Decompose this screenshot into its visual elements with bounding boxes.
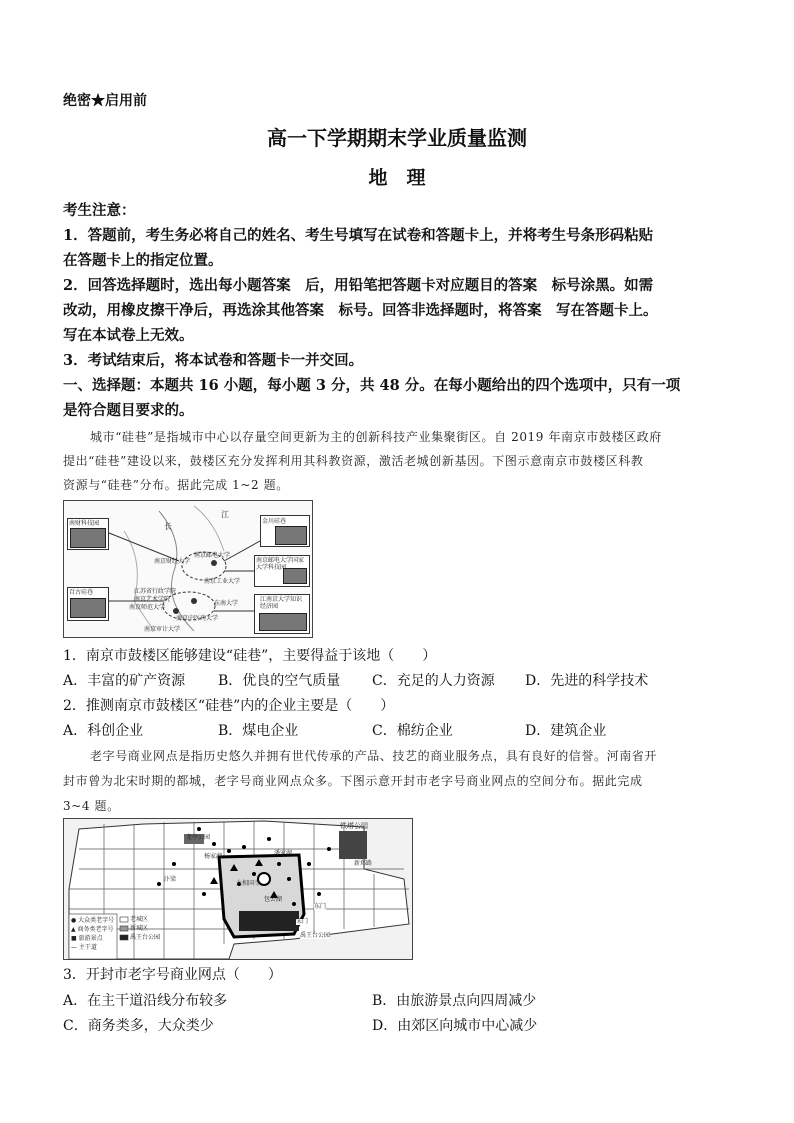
map1-label-12: 江南京大学知识经济园 xyxy=(260,596,303,610)
map2-label-1: 龙亭公园 xyxy=(186,834,211,841)
notice-item-1a: 1．答题前，考生务必将自己的姓名、考生号填写在试卷和答题卡上，并将考生号条形码粘贴 xyxy=(63,227,654,244)
q1-stem: 1．南京市鼓楼区能够建设“硅巷”，主要得益于该地（ ） xyxy=(63,648,437,664)
photo-nancai xyxy=(70,528,106,548)
q3-option-d: D．由郊区向城市中心减少 xyxy=(372,1018,538,1034)
q1-option-b: B．优良的空气质量 xyxy=(218,673,341,689)
map2-label-11: 宋门 xyxy=(296,918,309,925)
passage1-line3: 资源与“硅巷”分布。据此完成 1~2 题。 xyxy=(63,478,289,492)
map1-label-14: 南京审计大学 xyxy=(144,626,181,633)
map2-label-7: 大相国寺 xyxy=(236,880,261,887)
map2-label-2: 杨家湖 xyxy=(204,853,223,860)
map1-label-11: 百古硅巷 xyxy=(69,589,94,596)
map2-label-6: 新郑路 xyxy=(354,860,373,867)
map2-legend-5: 老城区 xyxy=(130,916,149,923)
notice-heading: 考生注意： xyxy=(63,202,136,219)
q3-option-a: A．在主干道沿线分布较多 xyxy=(63,993,228,1009)
nanjing-gulou-map xyxy=(63,500,313,638)
map1-label-15: 江 xyxy=(221,510,229,519)
map1-label-13: 南京中医药大学 xyxy=(176,615,219,622)
notice-item-1b: 在答题卡上的指定位置。 xyxy=(63,252,223,269)
passage2-line1: 老字号商业网点是指历史悠久并拥有世代传承的产品、技艺的商业服务点，具有良好的信誉。河南省开 xyxy=(90,749,658,763)
q3-option-b: B．由旅游景点向四周减少 xyxy=(372,993,537,1009)
map2-legend-7: 禹王台公园 xyxy=(130,934,161,941)
map2-legend-2: ▲ 商务类老字号 xyxy=(71,926,114,933)
map1-label-7: 江苏省行政学院 xyxy=(134,588,177,595)
passage1-line1: 城市“硅巷”是指城市中心以存量空间更新为主的创新科技产业集聚街区。自 2019 年南京市鼓楼区政府 xyxy=(90,430,662,444)
map1-label-6: 南京工业大学 xyxy=(204,578,241,585)
map1-label-3: 南京邮电大学国家大学科技园 xyxy=(256,557,305,571)
map2-label-4: 包公湖 xyxy=(264,896,283,903)
map2-label-5: 铁塔公园 xyxy=(340,822,368,830)
map2-label-10: 东门 xyxy=(314,903,327,910)
q2-stem: 2．推测南京市鼓楼区“硅巷”内的企业主要是（ ） xyxy=(63,698,395,714)
map2-legend-6: 新城区 xyxy=(130,925,149,932)
notice-item-2b: 改动，用橡皮擦干净后，再选涂其他答案 标号。回答非选择题时，将答案 写在答题卡上。 xyxy=(63,302,658,319)
passage1-line2: 提出“硅巷”建设以来，鼓楼区充分发挥利用其科教资源，激活老城创新基因。下图示意南京市鼓楼区科教 xyxy=(63,454,644,468)
q2-option-c: C．棉纺企业 xyxy=(372,723,453,739)
photo-jinchuan xyxy=(275,526,307,545)
map2-legend-3: ■ 旅游景点 xyxy=(71,935,103,942)
kaifeng-map-graphic xyxy=(64,819,412,959)
section-heading-2: 是符合题目要求的。 xyxy=(63,402,194,419)
notice-item-2a: 2．回答选择题时，选出每小题答案 后，用铅笔把答题卡对应题目的答案 标号涂黑。如需 xyxy=(63,277,654,294)
q1-option-c: C．充足的人力资源 xyxy=(372,673,495,689)
q3-stem: 3．开封市老字号商业网点（ ） xyxy=(63,967,282,983)
map2-legend-1: ● 大众类老字号 xyxy=(71,917,115,924)
q2-option-b: B．煤电企业 xyxy=(218,723,299,739)
exam-title: 高一下学期期末学业质量监测 xyxy=(267,126,527,150)
q1-option-d: D．先进的科学技术 xyxy=(525,673,649,689)
map1-label-8: 南京艺术学院 xyxy=(134,596,171,603)
q1-option-a: A．丰富的矿产资源 xyxy=(63,673,186,689)
map2-label-8: 禹王台公园 xyxy=(300,932,331,939)
passage2-line3: 3~4 题。 xyxy=(63,799,120,813)
notice-item-3: 3．考试结束后，将本试卷和答题卡一并交回。 xyxy=(63,352,364,369)
map1-label-1: 南财科技园 xyxy=(69,520,100,527)
notice-item-2c: 写在本试卷上无效。 xyxy=(63,327,194,344)
photo-baigu xyxy=(70,598,106,618)
map1-label-5: 南京邮电大学 xyxy=(194,552,231,559)
map2-label-3: 潘家湖 xyxy=(274,850,293,857)
q3-option-c: C．商务类多，大众类少 xyxy=(63,1018,214,1034)
map2-label-9: 汴梁 xyxy=(164,876,177,883)
section-heading-1: 一、选择题：本题共 16 小题，每小题 3 分，共 48 分。在每小题给出的四个选项中，只有一项 xyxy=(63,377,681,394)
photo-nanda-park xyxy=(259,613,307,631)
confidential-mark: 绝密★启用前 xyxy=(63,93,147,109)
kaifeng-map xyxy=(63,818,413,960)
map1-label-2: 金川硅巷 xyxy=(262,518,287,525)
passage2-line2: 封市曾为北宋时期的都城，老字号商业网点众多。下图示意开封市老字号商业网点的空间分布。据此完成 xyxy=(63,774,643,788)
map1-label-10: 东南大学 xyxy=(214,600,239,607)
map1-label-9: 南京师范大学 xyxy=(129,604,166,611)
map2-legend-4: — 主干道 xyxy=(71,944,97,951)
map1-label-16: 长 xyxy=(164,522,172,531)
map1-label-4: 南京财经大学 xyxy=(154,558,191,565)
q2-option-a: A．科创企业 xyxy=(63,723,144,739)
q2-option-d: D．建筑企业 xyxy=(525,723,607,739)
subject-title: 地 理 xyxy=(368,167,426,189)
